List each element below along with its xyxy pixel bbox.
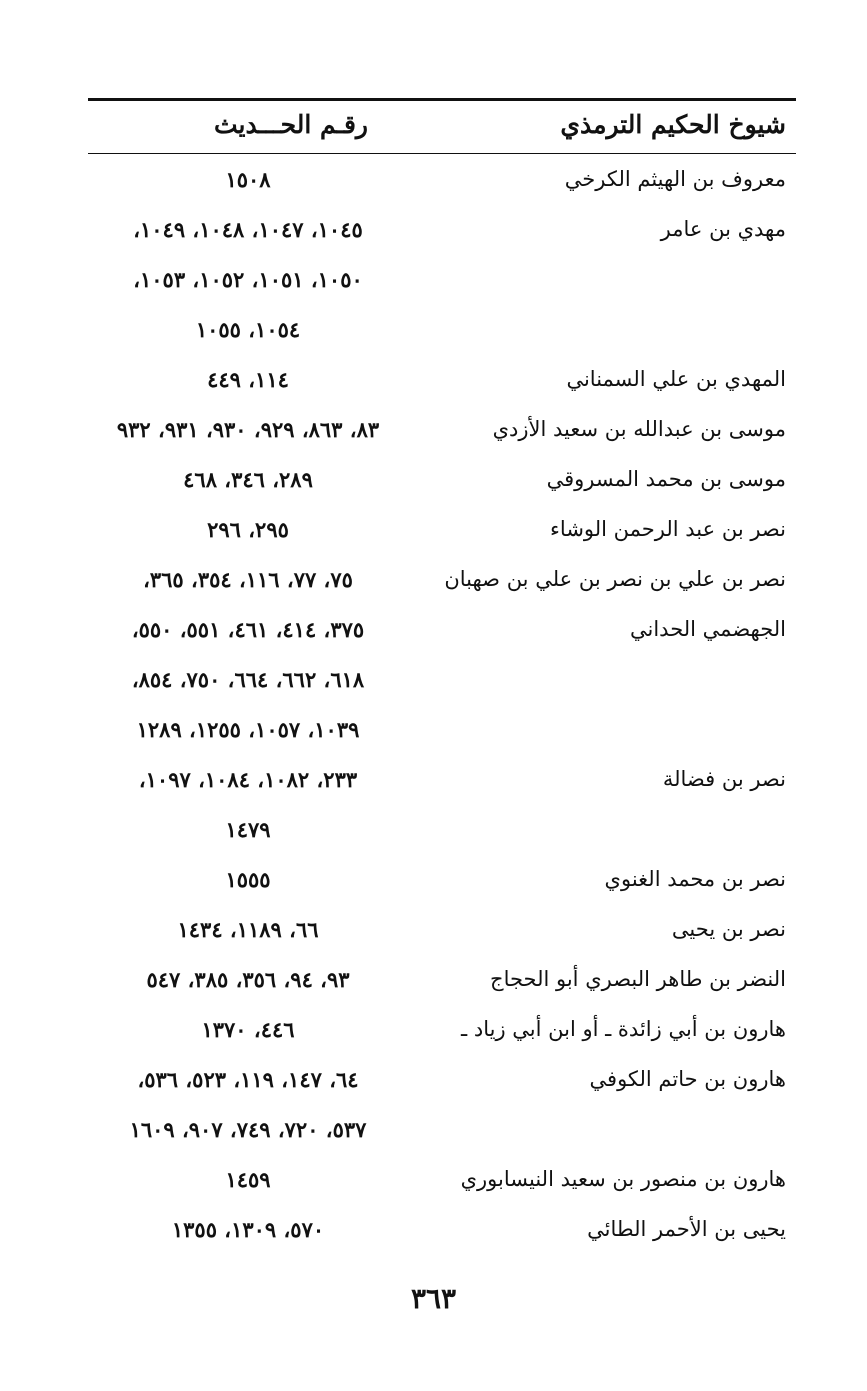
hadith-numbers: ٥٣٧، ٧٢٠، ٧٤٩، ٩٠٧، ١٦٠٩ (129, 1117, 367, 1142)
header-rule (88, 153, 796, 154)
hadith-numbers: ٧٥، ٧٧، ١١٦، ٣٥٤، ٣٦٥، (143, 567, 353, 592)
sheikh-name: معروف بن الهيثم الكرخي (564, 167, 786, 191)
table-row (88, 757, 796, 807)
hadith-numbers: ٦٦، ١١٨٩، ١٤٣٤ (177, 917, 319, 942)
sheikh-name: النضر بن طاهر البصري أبو الحجاج (490, 967, 786, 991)
sheikh-name: الجهضمي الحداني (630, 617, 786, 641)
table-row (88, 1207, 796, 1257)
table-row (88, 407, 796, 457)
table-row (88, 807, 796, 857)
hadith-numbers: ٦٤، ١٤٧، ١١٩، ٥٢٣، ٥٣٦، (137, 1067, 359, 1092)
hadith-numbers: ٥٧٠، ١٣٠٩، ١٣٥٥ (171, 1217, 325, 1242)
table-row (88, 657, 796, 707)
table-row (88, 1107, 796, 1157)
table-row (88, 1157, 796, 1207)
header-names: شيوخ الحكيم الترمذي (560, 110, 786, 139)
sheikh-name: نصر بن عبد الرحمن الوشاء (550, 517, 786, 541)
table-row (88, 557, 796, 607)
hadith-numbers: ١٠٣٩، ١٠٥٧، ١٢٥٥، ١٢٨٩ (136, 717, 360, 742)
header-numbers: رقـم الحـــديث (214, 110, 368, 139)
sheikh-name: موسى بن عبدالله بن سعيد الأزدي (492, 417, 786, 441)
table-row (88, 507, 796, 557)
table-row (88, 907, 796, 957)
sheikh-name: هارون بن حاتم الكوفي (589, 1067, 786, 1091)
hadith-numbers: ٩٣، ٩٤، ٣٥٦، ٣٨٥، ٥٤٧ (146, 967, 350, 992)
hadith-numbers: ١٥٥٥ (225, 867, 271, 892)
table-row (88, 157, 796, 207)
table-row (88, 1007, 796, 1057)
sheikh-name: هارون بن أبي زائدة ـ أو ابن أبي زياد ـ (461, 1017, 786, 1041)
table-row (88, 707, 796, 757)
sheikh-name: يحيى بن الأحمر الطائي (587, 1217, 786, 1241)
sheikh-name: نصر بن يحيى (671, 917, 786, 941)
table-header (88, 106, 796, 150)
table-row (88, 457, 796, 507)
hadith-numbers: ٢٩٥، ٢٩٦ (207, 517, 289, 542)
hadith-numbers: ١٠٥٠، ١٠٥١، ١٠٥٢، ١٠٥٣، (133, 267, 363, 292)
table-row (88, 357, 796, 407)
table-row (88, 257, 796, 307)
hadith-numbers: ١٤٧٩ (225, 817, 271, 842)
hadith-numbers: ٢٨٩، ٣٤٦، ٤٦٨ (183, 467, 313, 492)
sheikh-name: نصر بن فضالة (662, 767, 786, 791)
table-row (88, 1057, 796, 1107)
hadith-numbers: ٦١٨، ٦٦٢، ٦٦٤، ٧٥٠، ٨٥٤، (131, 667, 365, 692)
top-rule (88, 98, 796, 101)
index-rows (88, 157, 796, 1257)
sheikh-name: موسى بن محمد المسروقي (546, 467, 786, 491)
table-row (88, 207, 796, 257)
hadith-numbers: ١٥٠٨ (225, 167, 271, 192)
table-row (88, 307, 796, 357)
sheikh-name: هارون بن منصور بن سعيد النيسابوري (460, 1167, 786, 1191)
hadith-numbers: ١١٤، ٤٤٩ (207, 367, 289, 392)
hadith-numbers: ٢٣٣، ١٠٨٢، ١٠٨٤، ١٠٩٧، (138, 767, 358, 792)
sheikh-name: نصر بن محمد الغنوي (604, 867, 786, 891)
hadith-numbers: ٤٤٦، ١٣٧٠ (201, 1017, 295, 1042)
table-row (88, 857, 796, 907)
sheikh-name: المهدي بن علي السمناني (566, 367, 786, 391)
hadith-numbers: ١٠٤٥، ١٠٤٧، ١٠٤٨، ١٠٤٩، (133, 217, 363, 242)
table-row (88, 957, 796, 1007)
hadith-numbers: ٨٣، ٨٦٣، ٩٢٩، ٩٣٠، ٩٣١، ٩٣٢ (116, 417, 380, 442)
page-number: ٣٦٣ (410, 1282, 457, 1315)
sheikh-name: نصر بن علي بن نصر بن علي بن صهبان (444, 567, 786, 591)
hadith-numbers: ٣٧٥، ٤١٤، ٤٦١، ٥٥١، ٥٥٠، (131, 617, 365, 642)
hadith-numbers: ١٤٥٩ (225, 1167, 271, 1192)
hadith-numbers: ١٠٥٤، ١٠٥٥ (195, 317, 301, 342)
table-row (88, 607, 796, 657)
sheikh-name: مهدي بن عامر (660, 217, 786, 241)
